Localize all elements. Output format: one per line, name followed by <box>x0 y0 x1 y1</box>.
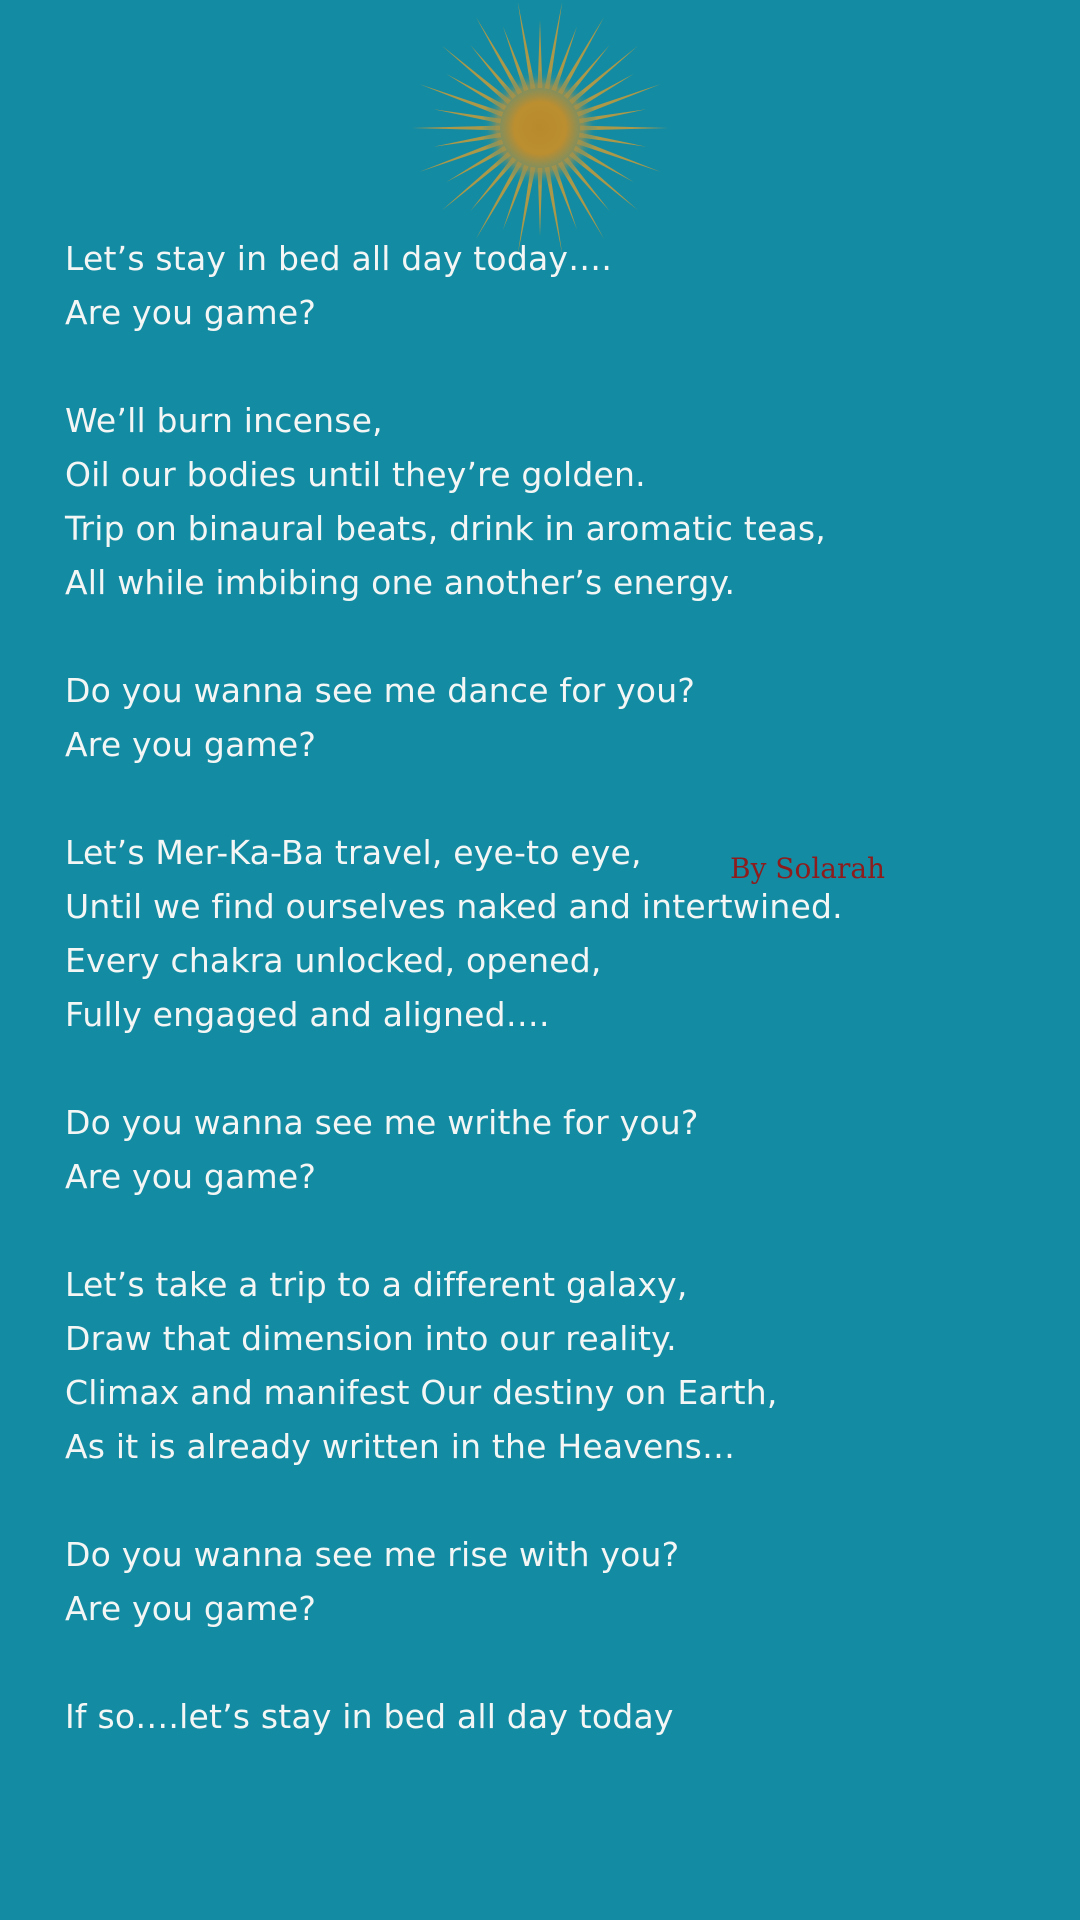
stanza-break <box>65 1204 843 1258</box>
stanza-break <box>65 610 843 664</box>
poem-line: Do you wanna see me dance for you? <box>65 671 696 710</box>
poem-line: Are you game? <box>65 1589 317 1628</box>
stanza-break <box>65 1474 843 1528</box>
poem-line: Are you game? <box>65 1157 317 1196</box>
poem-line: If so….let’s stay in bed all day today <box>65 1697 674 1736</box>
poem-line: Fully engaged and aligned…. <box>65 995 550 1034</box>
poem-line: Draw that dimension into our reality. <box>65 1319 677 1358</box>
poem-line: We’ll burn incense, <box>65 401 383 440</box>
poem-line: Do you wanna see me writhe for you? <box>65 1103 699 1142</box>
poem-line: As it is already written in the Heavens… <box>65 1427 736 1466</box>
poem-line: Oil our bodies until they’re golden. <box>65 455 646 494</box>
poem-line: Let’s Mer-Ka-Ba travel, eye-to eye, <box>65 833 642 872</box>
poem-line: Climax and manifest Our destiny on Earth, <box>65 1373 778 1412</box>
poem-line: All while imbibing one another’s energy. <box>65 563 736 602</box>
stanza-break <box>65 1636 843 1690</box>
poem-line: Are you game? <box>65 725 317 764</box>
stanza-break <box>65 772 843 826</box>
sun-core <box>482 70 598 186</box>
poem <box>65 232 843 1744</box>
poem-line: Do you wanna see me rise with you? <box>65 1535 680 1574</box>
poem-line: Until we find ourselves naked and intertwined. <box>65 887 843 926</box>
sun-icon <box>408 0 672 264</box>
poem-line: Let’s stay in bed all day today…. <box>65 239 613 278</box>
poem-line: Trip on binaural beats, drink in aromatic teas, <box>65 509 826 548</box>
stanza-break <box>65 1042 843 1096</box>
poem-line: Every chakra unlocked, opened, <box>65 941 602 980</box>
poem-line: Are you game? <box>65 293 317 332</box>
author-byline: By Solarah <box>730 852 886 885</box>
stanza-break <box>65 340 843 394</box>
poem-line: Let’s take a trip to a different galaxy, <box>65 1265 688 1304</box>
